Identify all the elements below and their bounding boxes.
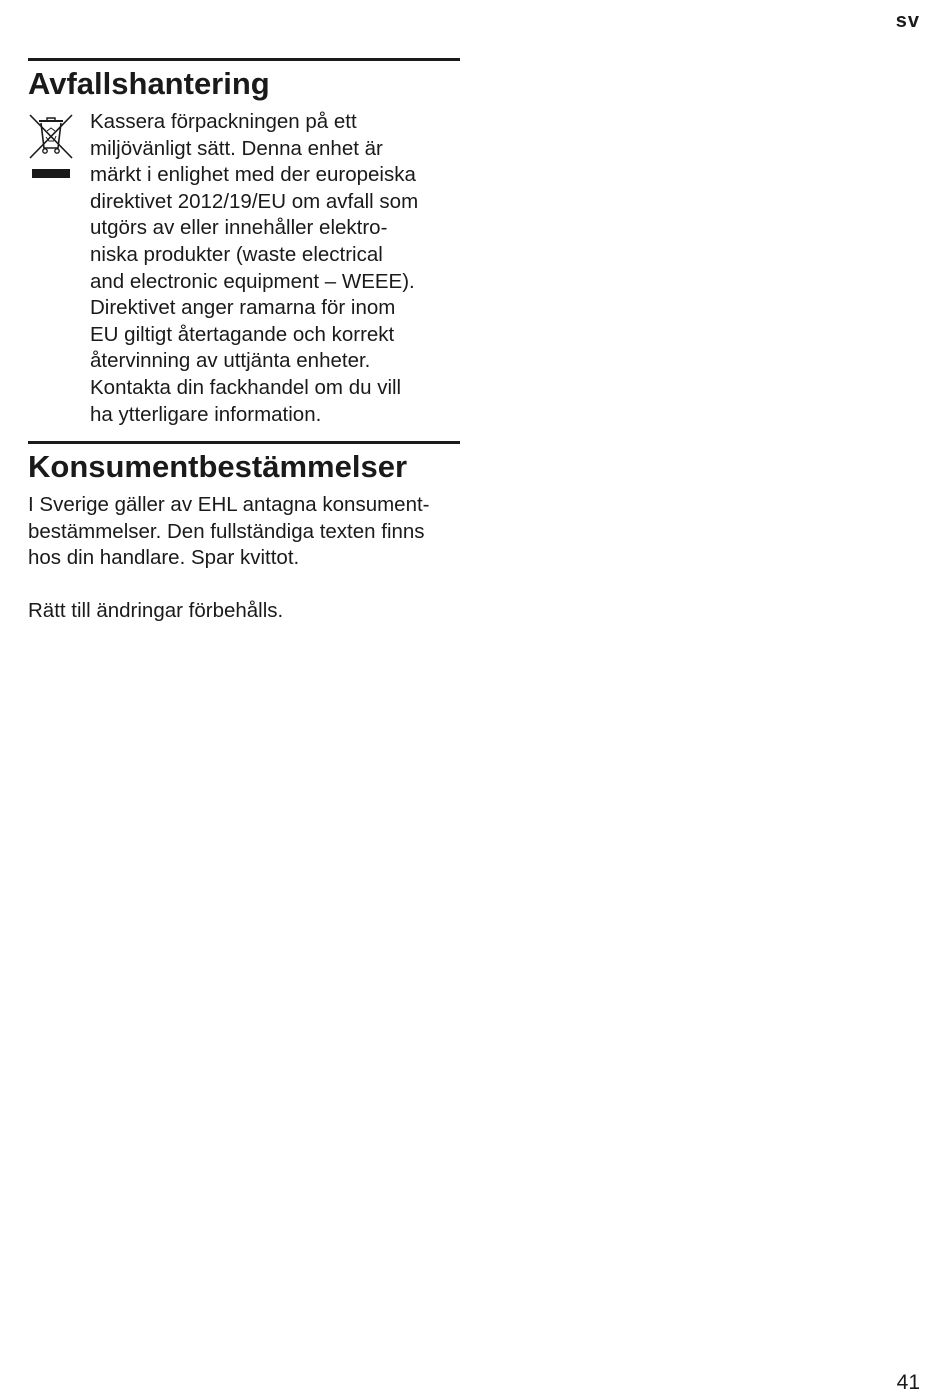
text-line: märkt i enlighet med der europeiska <box>90 163 416 187</box>
text-line: Kontakta din fackhandel om du vill <box>90 375 402 399</box>
weee-info <box>28 109 460 428</box>
waste-disposal-text <box>90 109 460 428</box>
text-line: niska produkter (waste electrical <box>90 242 383 266</box>
text-line: I Sverige gäller av EHL antagna konsument- <box>28 493 430 516</box>
text-line: Kassera förpackningen på ett <box>90 110 357 133</box>
changes-reserved-note: Rätt till ändringar förbehålls. <box>28 599 284 623</box>
text-line: and electronic equipment – WEEE). <box>90 269 415 293</box>
section-title: Konsumentbestämmelser <box>28 449 408 484</box>
consumer-regulations-text <box>28 492 460 572</box>
weee-crossed-bin-icon <box>28 112 74 178</box>
text-line: återvinning av uttjänta enheter. <box>90 349 371 373</box>
page-number: 41 <box>896 1371 920 1394</box>
text-line: miljövänligt sätt. Denna enhet är <box>90 136 383 160</box>
language-code: sv <box>895 10 920 32</box>
section-consumer-regulations <box>28 441 460 625</box>
text-line: hos din handlare. Spar kvittot. <box>28 546 300 570</box>
section-rule <box>28 58 460 61</box>
text-line: EU giltigt återtagande och korrekt <box>90 322 395 346</box>
text-line: direktivet 2012/19/EU om avfall som <box>90 189 419 213</box>
section-title: Avfallshantering <box>28 66 270 101</box>
text-line: Direktivet anger ramarna för inom <box>90 296 396 320</box>
text-line: utgörs av eller innehåller elektro- <box>90 216 388 240</box>
section-rule <box>28 441 460 444</box>
text-line: ha ytterligare information. <box>90 402 322 426</box>
section-waste-disposal <box>28 58 460 428</box>
text-line: bestämmelser. Den fullständiga texten finns <box>28 519 425 543</box>
